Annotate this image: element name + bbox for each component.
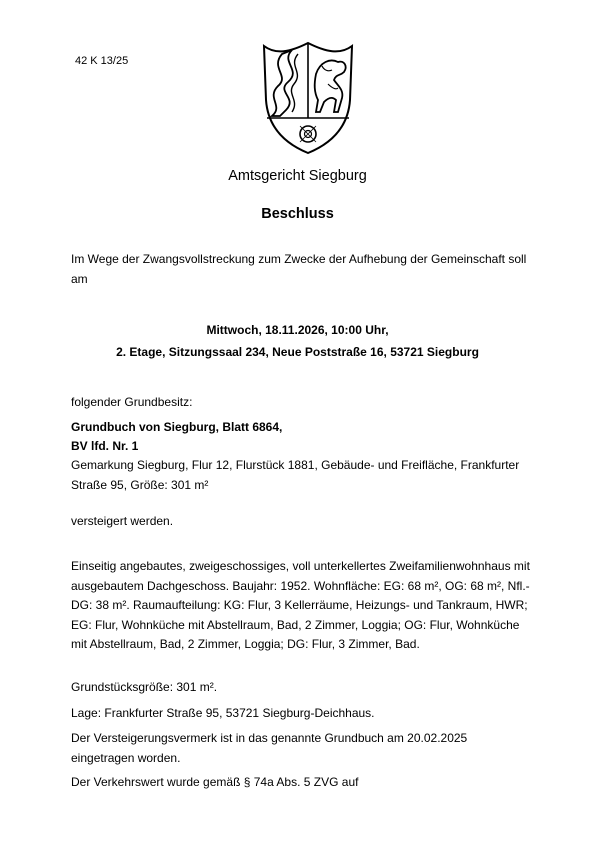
property-location: Lage: Frankfurter Straße 95, 53721 Siegburg-Deichhaus.	[71, 706, 375, 720]
land-register-entry: Grundbuch von Siegburg, Blatt 6864,	[71, 420, 283, 434]
case-number: 42 K 13/25	[75, 55, 129, 67]
hearing-location: 2. Etage, Sitzungssaal 234, Neue Poststraße 16, 53721 Siegburg	[116, 345, 479, 359]
nrw-coat-of-arms-icon	[258, 40, 358, 156]
intro-paragraph: Im Wege der Zwangsvollstreckung zum Zwecke der Aufhebung der Gemeinschaft soll am	[71, 252, 527, 286]
plot-size: Grundstücksgröße: 301 m².	[71, 680, 218, 694]
inventory-number: BV lfd. Nr. 1	[71, 439, 139, 453]
auction-note: Der Versteigerungsvermerk ist in das genannte Grundbuch am 20.02.2025 eingetragen worden.	[71, 731, 468, 765]
hearing-date: Mittwoch, 18.11.2026, 10:00 Uhr,	[206, 323, 389, 337]
building-description: Einseitig angebautes, zweigeschossiges, voll unterkellertes Zweifamilienwohnhaus mit ausgebautem Dachgeschoss. Baujahr: 1952. Wohnfläche: EG: 68 m², OG: 68 m², Nfl.-DG: 38 m². Raumaufteilung: KG: Flur, 3 Kellerräume, Heizungs- und Tankraum, HWR; EG: Flur, Wohnküche mit Abstellraum, Bad, 2 Zimmer, Loggia; OG: Flur, Wohnküche mit Abstellraum, Bad, 2 Zimmer, Loggia; DG: Flur, 3 Zimmer, Bad.	[71, 559, 530, 651]
market-value-statement: Der Verkehrswert wurde gemäß § 74a Abs. 5 ZVG auf	[71, 775, 359, 789]
property-label: folgender Grundbesitz:	[71, 395, 193, 409]
auction-statement: versteigert werden.	[71, 514, 174, 528]
parcel-description: Gemarkung Siegburg, Flur 12, Flurstück 1881, Gebäude- und Freifläche, Frankfurter Straße 95, Größe: 301 m²	[71, 458, 520, 492]
document-title: Beschluss	[261, 206, 334, 222]
court-name: Amtsgericht Siegburg	[228, 168, 367, 184]
